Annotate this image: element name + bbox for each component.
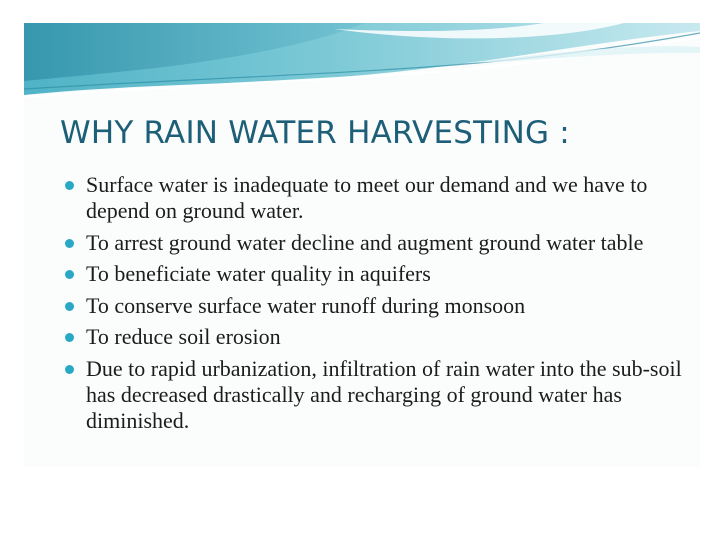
bullet-text: To reduce soil erosion [86,324,281,349]
bullet-item [64,293,684,319]
bullet-item [64,230,684,256]
bullet-text: To beneficiate water quality in aquifers [86,261,431,286]
bullet-item [64,324,684,350]
bullet-text: To arrest ground water decline and augment ground water table [86,229,644,255]
slide [24,23,700,467]
bullet-dot-icon [65,270,74,279]
bullet-text: Surface water is inadequate to meet our demand and we have to depend on ground water. [86,172,648,223]
bullet-dot-icon [65,302,74,311]
bullet-text: Due to rapid urbanization, infiltration of rain water into the sub-soil has decreased drastically and recharging of ground water has diminished. [86,355,682,433]
bullet-dot-icon [65,239,74,248]
bullet-dot-icon [65,365,74,374]
bullet-item [64,172,684,224]
bullet-text: To conserve surface water runoff during monsoon [86,292,526,318]
wave-header-decoration [24,23,700,103]
bullet-dot-icon [65,181,74,190]
bullet-item [64,356,684,434]
bullet-item [64,261,684,287]
slide-title: WHY RAIN WATER HARVESTING : [60,115,570,151]
bullet-dot-icon [65,333,74,342]
bullet-list [64,172,684,439]
